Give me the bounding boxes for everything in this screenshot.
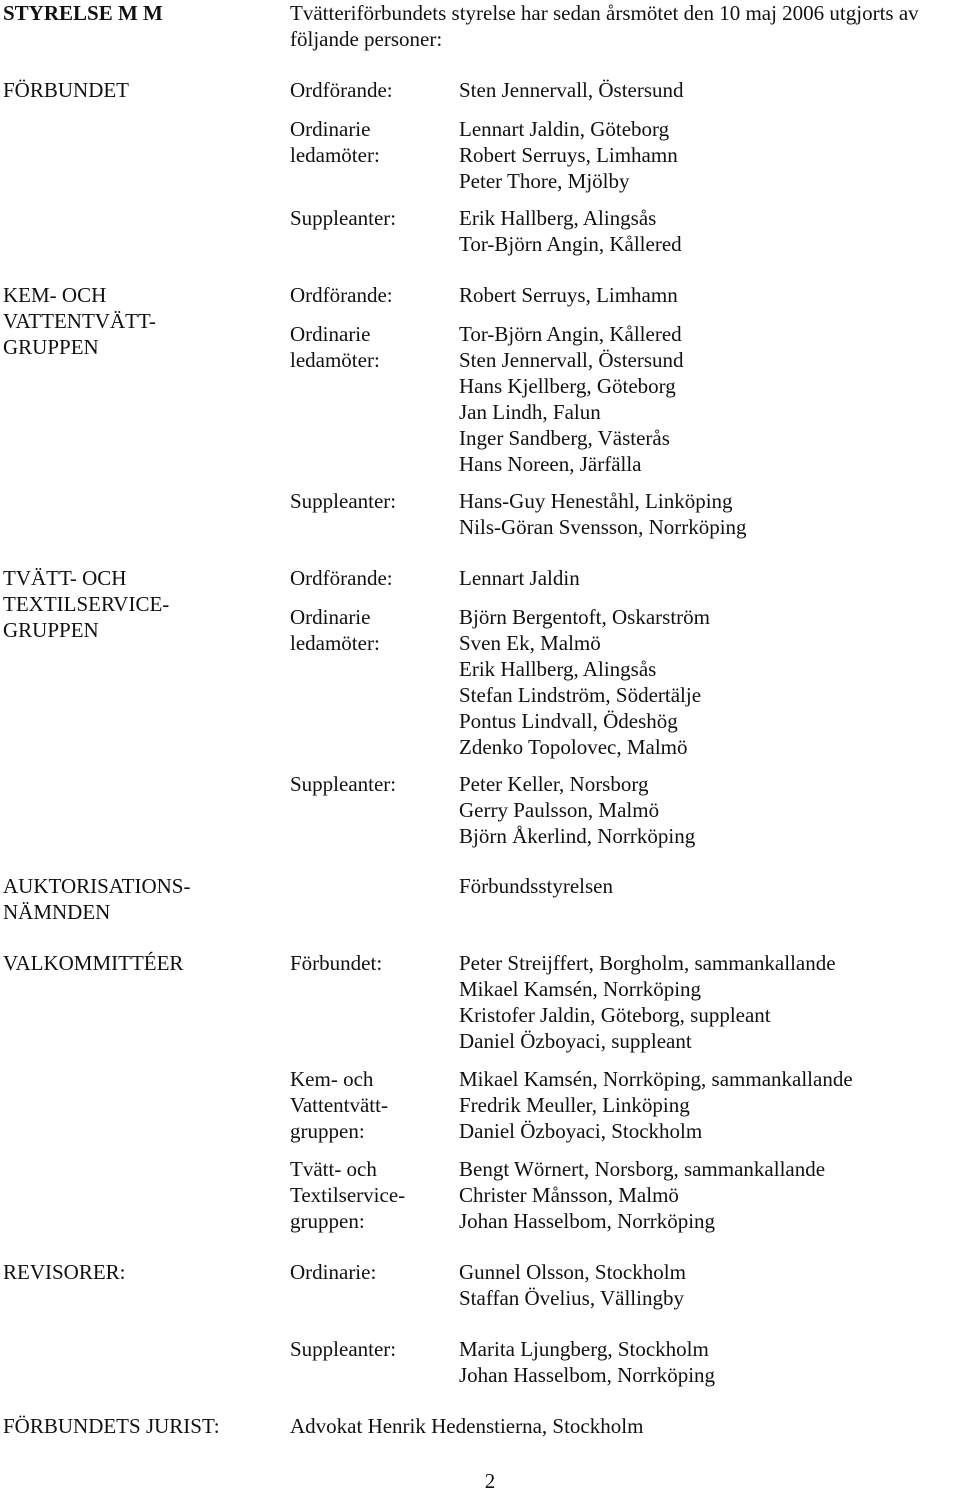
- list-item: Christer Månsson, Malmö: [459, 1183, 679, 1207]
- list-item: Hans-Guy Heneståhl, Linköping: [459, 489, 733, 513]
- page-number: 2: [484, 1469, 496, 1493]
- section-heading-tvatt: TVÄTT- OCH TEXTILSERVICE- GRUPPEN: [3, 566, 170, 642]
- list-item: Marita Ljungberg, Stockholm: [459, 1337, 709, 1361]
- list-item: Johan Hasselbom, Norrköping: [459, 1209, 716, 1233]
- committee-list-forbundet: [459, 950, 836, 1054]
- committee-label-tvatt: Tvätt- och Textilservice- gruppen:: [290, 1157, 406, 1233]
- committee-list-kem: [459, 1066, 853, 1144]
- section-heading-revisorer: REVISORER:: [3, 1260, 126, 1284]
- page-title: STYRELSE M M: [3, 1, 163, 25]
- ordinarie-label: Ordinarie:: [290, 1260, 377, 1284]
- committee-label-kem: Kem- och Vattentvätt- gruppen:: [290, 1067, 388, 1143]
- deputies-label: Suppleanter:: [290, 1337, 397, 1361]
- committee-label-forbundet: Förbundet:: [290, 951, 383, 975]
- deputies-list: [459, 488, 747, 540]
- list-item: Erik Hallberg, Alingsås: [459, 206, 657, 230]
- list-item: Jan Lindh, Falun: [459, 400, 601, 424]
- section-heading-valkommitteer: VALKOMMITTÉER: [3, 951, 184, 975]
- deputies-list: [459, 205, 682, 257]
- section-heading-auktorisation: AUKTORISATIONS- NÄMNDEN: [3, 874, 191, 924]
- list-item: Kristofer Jaldin, Göteborg, suppleant: [459, 1003, 771, 1027]
- members-list: [459, 604, 710, 760]
- intro-text: [290, 0, 919, 52]
- list-item: Hans Kjellberg, Göteborg: [459, 374, 676, 398]
- list-item: Zdenko Topolovec, Malmö: [459, 735, 688, 759]
- list-item: Inger Sandberg, Västerås: [459, 426, 670, 450]
- list-item: Nils-Göran Svensson, Norrköping: [459, 515, 747, 539]
- members-list: [459, 321, 684, 477]
- list-item: Mikael Kamsén, Norrköping: [459, 977, 702, 1001]
- list-item: Johan Hasselbom, Norrköping: [459, 1363, 716, 1387]
- list-item: Peter Streijffert, Borgholm, sammankallande: [459, 951, 836, 975]
- list-item: Gerry Paulsson, Malmö: [459, 798, 660, 822]
- auktorisation-value: Förbundsstyrelsen: [459, 874, 613, 898]
- members-label: Ordinarie ledamöter:: [290, 117, 380, 167]
- deputies-label: Suppleanter:: [290, 772, 397, 796]
- list-item: Björn Bergentoft, Oskarström: [459, 605, 710, 629]
- list-item: Sven Ek, Malmö: [459, 631, 601, 655]
- jurist-value: Advokat Henrik Hedenstierna, Stockholm: [290, 1414, 644, 1438]
- list-item: Björn Åkerlind, Norrköping: [459, 824, 696, 848]
- deputies-label: Suppleanter:: [290, 206, 397, 230]
- chair-name: Robert Serruys, Limhamn: [459, 283, 678, 307]
- ordinarie-list: [459, 1259, 686, 1311]
- list-item: Erik Hallberg, Alingsås: [459, 657, 657, 681]
- list-item: Peter Thore, Mjölby: [459, 169, 630, 193]
- list-item: Peter Keller, Norsborg: [459, 772, 649, 796]
- list-item: Bengt Wörnert, Norsborg, sammankallande: [459, 1157, 826, 1181]
- chair-label: Ordförande:: [290, 566, 393, 590]
- list-item: Daniel Özboyaci, suppleant: [459, 1029, 692, 1053]
- members-label: Ordinarie ledamöter:: [290, 322, 380, 372]
- list-item: Robert Serruys, Limhamn: [459, 143, 678, 167]
- list-item: Lennart Jaldin, Göteborg: [459, 117, 670, 141]
- deputies-list: [459, 771, 695, 849]
- members-list: [459, 116, 678, 194]
- list-item: Tor-Björn Angin, Kållered: [459, 322, 682, 346]
- list-item: Gunnel Olsson, Stockholm: [459, 1260, 686, 1284]
- members-label: Ordinarie ledamöter:: [290, 605, 380, 655]
- section-heading-jurist: FÖRBUNDETS JURIST:: [3, 1414, 220, 1438]
- list-item: Staffan Övelius, Vällingby: [459, 1286, 684, 1310]
- intro-line-1: Tvätteriförbundets styrelse har sedan årsmötet den 10 maj 2006 utgjorts av: [290, 1, 919, 25]
- list-item: Daniel Özboyaci, Stockholm: [459, 1119, 703, 1143]
- chair-name: Lennart Jaldin: [459, 566, 580, 590]
- list-item: Pontus Lindvall, Ödeshög: [459, 709, 678, 733]
- chair-label: Ordförande:: [290, 78, 393, 102]
- chair-label: Ordförande:: [290, 283, 393, 307]
- committee-list-tvatt: [459, 1156, 825, 1234]
- chair-name: Sten Jennervall, Östersund: [459, 78, 684, 102]
- deputies-list: [459, 1336, 715, 1388]
- list-item: Fredrik Meuller, Linköping: [459, 1093, 690, 1117]
- intro-line-2: följande personer:: [290, 27, 443, 51]
- list-item: Tor-Björn Angin, Kållered: [459, 232, 682, 256]
- list-item: Stefan Lindström, Södertälje: [459, 683, 702, 707]
- section-heading-kem: KEM- OCH VATTENTVÄTT- GRUPPEN: [3, 283, 156, 359]
- list-item: Mikael Kamsén, Norrköping, sammankallande: [459, 1067, 853, 1091]
- list-item: Hans Noreen, Järfälla: [459, 452, 642, 476]
- deputies-label: Suppleanter:: [290, 489, 397, 513]
- list-item: Sten Jennervall, Östersund: [459, 348, 684, 372]
- section-heading-forbundet: FÖRBUNDET: [3, 78, 130, 102]
